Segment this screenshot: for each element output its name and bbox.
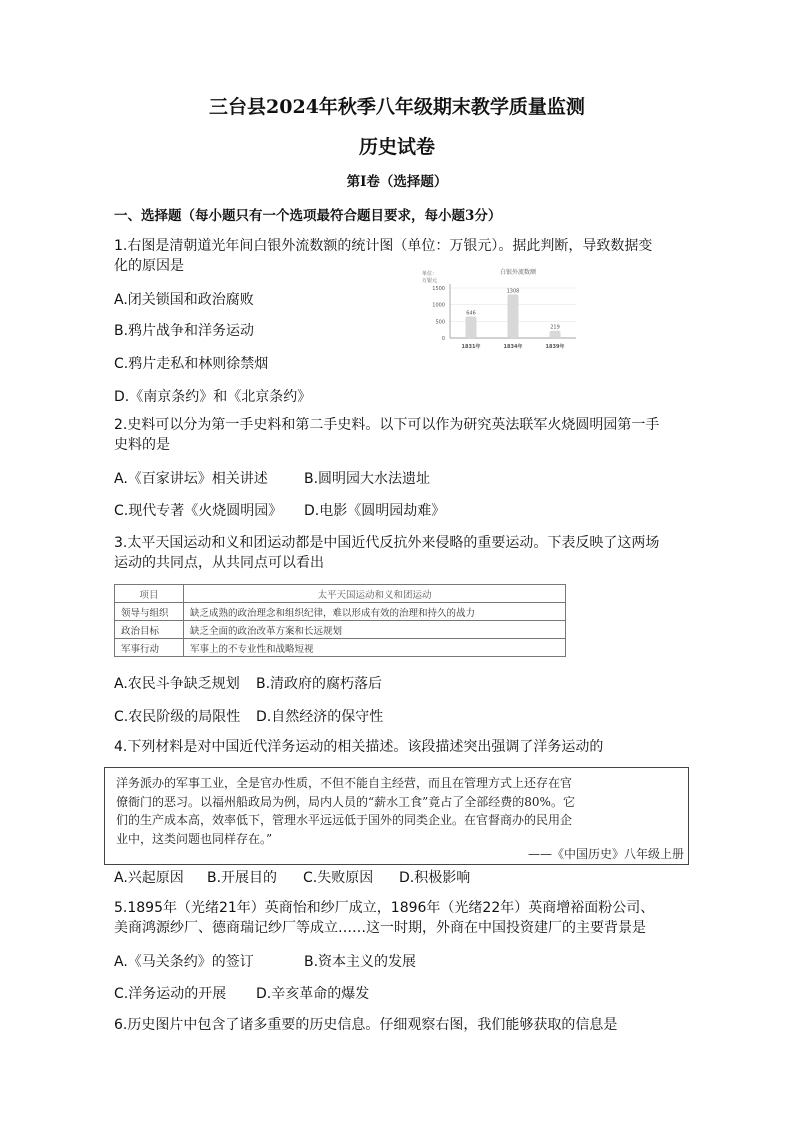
q3-stem-line2: 运动的共同点，从共同点可以看出 <box>114 555 324 571</box>
q3-stem-line1: 3.太平天国运动和义和团运动都是中国近代反抗外来侵略的重要运动。下表反映了这两场 <box>114 535 660 551</box>
q5-stem-line1: 5.1895年（光绪21年）英商怡和纱厂成立，1896年（光绪22年）英商增裕面粉公司、 <box>114 900 655 916</box>
silver-outflow-chart <box>420 266 580 358</box>
q4-quote-box <box>104 767 689 865</box>
table-row <box>115 603 566 621</box>
chart-category-label: 1839年 <box>545 344 565 350</box>
chart-ytick-label: 500 <box>435 319 445 326</box>
q2-option-b[interactable]: B.圆明园大水法遗址 <box>304 471 431 487</box>
q6-stem: 6.历史图片中包含了诸多重要的历史信息。仔细观察右图，我们能够获取的信息是 <box>114 1017 618 1033</box>
chart-bar <box>466 316 477 338</box>
q3-comparison-table <box>114 584 566 657</box>
chart-ytick-label: 1000 <box>432 302 445 309</box>
table-cell: 政治目标 <box>115 621 184 639</box>
chart-data-label: 646 <box>466 310 476 317</box>
chart-data-label: 1308 <box>506 288 520 295</box>
q3-option-c[interactable]: C.农民阶级的局限性 <box>114 709 241 725</box>
table-row <box>115 621 566 639</box>
q3-option-d[interactable]: D.自然经济的保守性 <box>256 709 384 725</box>
table-cell: 缺乏成熟的政治理念和组织纪律，难以形成有效的治理和持久的战力 <box>184 603 566 621</box>
quote-line: 们的生产成本高，效率低下，管理水平远远低于国外的同类企业。在官督商办的民用企 <box>116 813 573 827</box>
q1-option-d[interactable]: D.《南京条约》和《北京条约》 <box>114 389 312 405</box>
table-cell: 领导与组织 <box>115 603 184 621</box>
q5-stem-line2: 美商鸿源纱厂、德商瑞记纱厂等成立……这一时期，外商在中国投资建厂的主要背景是 <box>114 920 646 936</box>
q1-option-c[interactable]: C.鸦片走私和林则徐禁烟 <box>114 356 269 372</box>
chart-unit-label: 万银元 <box>422 278 438 284</box>
q2-stem-line1: 2.史料可以分为第一手史料和第二手史料。以下可以作为研究英法联军火烧圆明园第一手 <box>114 417 660 433</box>
q4-option-d[interactable]: D.积极影响 <box>399 870 471 886</box>
volume-heading: 第Ⅰ卷（选择题） <box>346 174 448 190</box>
q5-option-b[interactable]: B.资本主义的发展 <box>304 954 417 970</box>
section-heading: 一、选择题（每小题只有一个选项最符合题目要求，每小题3分） <box>114 208 502 224</box>
chart-bar <box>508 294 519 338</box>
q3-option-a[interactable]: A.农民斗争缺乏规划 <box>114 676 240 692</box>
q5-option-d[interactable]: D.辛亥革命的爆发 <box>256 986 370 1002</box>
chart-ytick-label: 1500 <box>432 286 445 292</box>
q1-option-a[interactable]: A.闭关锁国和政治腐败 <box>114 292 254 308</box>
table-cell: 缺乏全面的政治改革方案和长远规划 <box>184 621 566 639</box>
q5-option-c[interactable]: C.洋务运动的开展 <box>114 986 227 1002</box>
table-cell: 军事行动 <box>115 639 184 657</box>
table-header-cell: 太平天国运动和义和团运动 <box>184 585 566 603</box>
q1-option-b[interactable]: B.鸦片战争和洋务运动 <box>114 323 255 339</box>
quote-line: 僚衙门的恶习。以福州船政局为例，局内人员的“薪水工食”竟占了全部经费的80%。它 <box>116 794 575 809</box>
chart-title: 白银外流数额 <box>499 269 537 276</box>
chart-unit-label: 单位： <box>422 271 438 277</box>
table-cell: 军事上的不专业性和战略短视 <box>184 639 566 657</box>
q4-option-a[interactable]: A.兴起原因 <box>114 870 184 886</box>
q2-option-d[interactable]: D.电影《圆明园劫难》 <box>304 503 446 519</box>
q4-quote-text <box>116 774 678 848</box>
quote-line: 业中，这类问题也同样存在。” <box>116 831 273 846</box>
q2-option-c[interactable]: C.现代专著《火烧圆明园》 <box>114 503 283 519</box>
q4-option-b[interactable]: B.开展目的 <box>207 870 278 886</box>
q4-stem: 4.下列材料是对中国近代洋务运动的相关描述。该段描述突出强调了洋务运动的 <box>114 739 604 755</box>
q1-stem-line2: 化的原因是 <box>114 258 184 274</box>
chart-bar <box>550 331 561 338</box>
chart-ytick-label: 0 <box>441 336 445 342</box>
q2-stem-line2: 史料的是 <box>114 437 170 453</box>
quote-line: 洋务派办的军事工业，全是官办性质，不但不能自主经营，而且在管理方式上还存在官 <box>116 776 573 790</box>
q3-option-b[interactable]: B.清政府的腐朽落后 <box>256 676 383 692</box>
chart-category-label: 1834年 <box>503 344 523 350</box>
q1-stem-line1: 1.右图是清朝道光年间白银外流数额的统计图（单位：万银元）。据此判断，导致数据变 <box>114 238 653 254</box>
exam-title: 三台县2024年秋季八年级期末教学质量监测 <box>209 96 585 118</box>
q5-option-a[interactable]: A.《马关条约》的签订 <box>114 954 254 970</box>
q4-option-c[interactable]: C.失败原因 <box>303 870 374 886</box>
table-header-row <box>115 585 566 603</box>
table-row <box>115 639 566 657</box>
chart-data-label: 219 <box>550 324 560 331</box>
exam-subject: 历史试卷 <box>358 136 435 158</box>
q4-quote-source: ——《中国历史》八年级上册 <box>527 847 684 861</box>
q2-option-a[interactable]: A.《百家讲坛》相关讲述 <box>114 471 268 487</box>
table-header-cell: 项目 <box>115 585 184 603</box>
chart-category-label: 1831年 <box>461 344 481 350</box>
